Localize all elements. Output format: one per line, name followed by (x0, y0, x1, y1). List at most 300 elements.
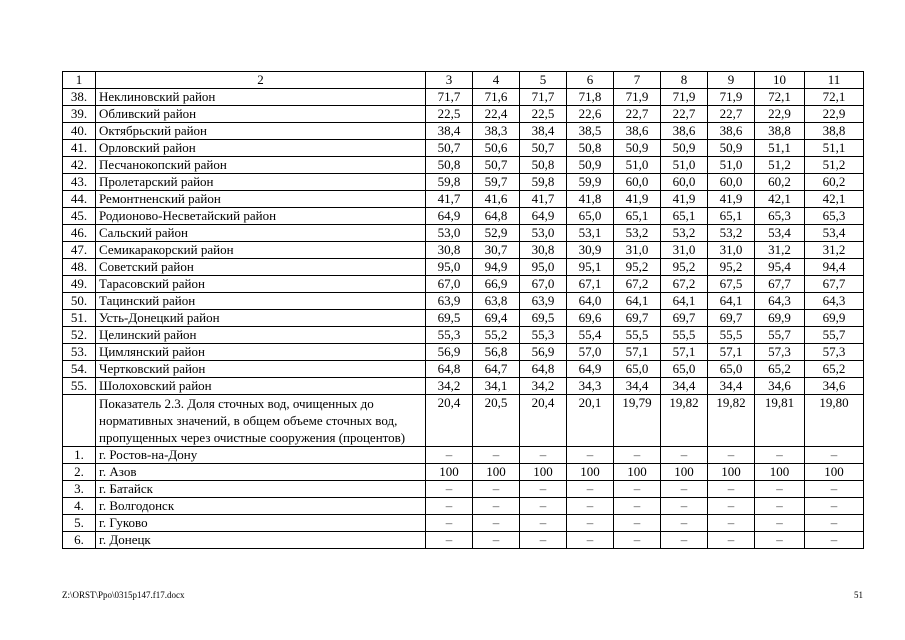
value-cell: – (567, 515, 614, 532)
value-cell: 64,9 (426, 208, 473, 225)
row-name: Орловский район (96, 140, 426, 157)
value-cell: 20,5 (473, 395, 520, 447)
table-row (63, 123, 864, 140)
row-name: Тацинский район (96, 293, 426, 310)
value-cell: 38,4 (520, 123, 567, 140)
row-name: Показатель 2.3. Доля сточных вод, очищенных до нормативных значений, в общем объеме сточных вод, пропущенных через очистные сооружения (процентов) (96, 395, 426, 447)
value-cell: 65,0 (708, 361, 755, 378)
value-cell: – (755, 447, 805, 464)
value-cell: 67,2 (661, 276, 708, 293)
value-cell: 53,4 (805, 225, 864, 242)
value-cell: – (805, 481, 864, 498)
value-cell: 95,2 (661, 259, 708, 276)
value-cell: 71,8 (567, 89, 614, 106)
row-number: 52. (63, 327, 96, 344)
table-row (63, 310, 864, 327)
value-cell: – (520, 498, 567, 515)
header-cell: 1 (63, 72, 96, 89)
value-cell: – (567, 447, 614, 464)
value-cell: 51,0 (708, 157, 755, 174)
row-name: г. Ростов-на-Дону (96, 447, 426, 464)
row-number: 39. (63, 106, 96, 123)
header-cell: 8 (661, 72, 708, 89)
value-cell: 71,6 (473, 89, 520, 106)
table-row (63, 464, 864, 481)
value-cell: 59,8 (520, 174, 567, 191)
table-row (63, 89, 864, 106)
value-cell: 69,7 (708, 310, 755, 327)
value-cell: 69,9 (805, 310, 864, 327)
row-name: Усть-Донецкий район (96, 310, 426, 327)
row-number: 4. (63, 498, 96, 515)
value-cell: 64,1 (614, 293, 661, 310)
value-cell: 31,0 (708, 242, 755, 259)
value-cell: 42,1 (805, 191, 864, 208)
value-cell: – (661, 532, 708, 549)
row-number: 42. (63, 157, 96, 174)
value-cell: 51,0 (661, 157, 708, 174)
value-cell: – (661, 515, 708, 532)
table-row (63, 361, 864, 378)
value-cell: 51,2 (805, 157, 864, 174)
value-cell: 71,7 (426, 89, 473, 106)
value-cell: 22,7 (661, 106, 708, 123)
value-cell: 31,0 (614, 242, 661, 259)
row-name: Октябрьский район (96, 123, 426, 140)
row-name: Советский район (96, 259, 426, 276)
value-cell: 65,0 (614, 361, 661, 378)
value-cell: – (567, 532, 614, 549)
table-row (63, 225, 864, 242)
value-cell: 20,4 (426, 395, 473, 447)
row-number: 1. (63, 447, 96, 464)
footer-file-path: Z:\ORST\Ppo\0315p147.f17.docx (62, 590, 185, 600)
value-cell: 34,4 (708, 378, 755, 395)
value-cell: – (520, 532, 567, 549)
row-name: Чертковский район (96, 361, 426, 378)
header-cell: 4 (473, 72, 520, 89)
value-cell: 19,79 (614, 395, 661, 447)
value-cell: 34,6 (805, 378, 864, 395)
value-cell: 50,8 (520, 157, 567, 174)
table-row (63, 447, 864, 464)
value-cell: 53,2 (614, 225, 661, 242)
value-cell: 95,4 (755, 259, 805, 276)
value-cell: 22,7 (708, 106, 755, 123)
value-cell: 100 (708, 464, 755, 481)
value-cell: 50,7 (426, 140, 473, 157)
value-cell: 66,9 (473, 276, 520, 293)
value-cell: – (426, 532, 473, 549)
table-row (63, 191, 864, 208)
row-name: Целинский район (96, 327, 426, 344)
value-cell: 64,9 (567, 361, 614, 378)
value-cell: 69,5 (520, 310, 567, 327)
table-row (63, 378, 864, 395)
value-cell: – (708, 447, 755, 464)
value-cell: 72,1 (755, 89, 805, 106)
value-cell: 57,3 (755, 344, 805, 361)
header-cell: 11 (805, 72, 864, 89)
row-number: 50. (63, 293, 96, 310)
table-row (63, 327, 864, 344)
row-name: Тарасовский район (96, 276, 426, 293)
value-cell: 60,0 (661, 174, 708, 191)
row-name: г. Донецк (96, 532, 426, 549)
value-cell: 34,2 (426, 378, 473, 395)
value-cell: 65,1 (661, 208, 708, 225)
value-cell: 65,3 (755, 208, 805, 225)
value-cell: – (614, 498, 661, 515)
row-number: 47. (63, 242, 96, 259)
value-cell: 100 (805, 464, 864, 481)
value-cell: 51,0 (614, 157, 661, 174)
value-cell: 57,0 (567, 344, 614, 361)
value-cell: 60,0 (708, 174, 755, 191)
value-cell: 71,7 (520, 89, 567, 106)
value-cell: 31,2 (755, 242, 805, 259)
value-cell: 55,3 (426, 327, 473, 344)
value-cell: – (805, 447, 864, 464)
value-cell: 55,3 (520, 327, 567, 344)
row-number: 54. (63, 361, 96, 378)
row-number: 48. (63, 259, 96, 276)
value-cell: 67,2 (614, 276, 661, 293)
value-cell: 22,5 (426, 106, 473, 123)
value-cell: 56,9 (520, 344, 567, 361)
value-cell: – (426, 515, 473, 532)
row-number: 5. (63, 515, 96, 532)
row-number: 2. (63, 464, 96, 481)
row-number (63, 395, 96, 447)
value-cell: 51,1 (805, 140, 864, 157)
data-table (62, 71, 864, 549)
value-cell: 34,4 (614, 378, 661, 395)
value-cell: – (708, 532, 755, 549)
value-cell: 56,8 (473, 344, 520, 361)
value-cell: 30,8 (520, 242, 567, 259)
value-cell: 69,9 (755, 310, 805, 327)
value-cell: 63,9 (520, 293, 567, 310)
value-cell: 31,0 (661, 242, 708, 259)
value-cell: 57,1 (614, 344, 661, 361)
value-cell: 63,8 (473, 293, 520, 310)
value-cell: 50,9 (567, 157, 614, 174)
value-cell: 100 (520, 464, 567, 481)
table-row (63, 140, 864, 157)
row-number: 6. (63, 532, 96, 549)
row-number: 41. (63, 140, 96, 157)
value-cell: 95,2 (614, 259, 661, 276)
value-cell: 50,7 (473, 157, 520, 174)
row-name: Песчанокопский район (96, 157, 426, 174)
value-cell: 50,9 (661, 140, 708, 157)
footer-page-number: 51 (854, 590, 863, 600)
value-cell: 19,82 (661, 395, 708, 447)
value-cell: 64,8 (473, 208, 520, 225)
value-cell: 69,4 (473, 310, 520, 327)
value-cell: 59,9 (567, 174, 614, 191)
value-cell: 30,8 (426, 242, 473, 259)
value-cell: 71,9 (661, 89, 708, 106)
value-cell: 22,4 (473, 106, 520, 123)
value-cell: – (614, 515, 661, 532)
value-cell: – (805, 532, 864, 549)
value-cell: – (755, 481, 805, 498)
header-cell: 10 (755, 72, 805, 89)
value-cell: 95,0 (426, 259, 473, 276)
table-row (63, 106, 864, 123)
value-cell: 59,7 (473, 174, 520, 191)
value-cell: 55,5 (708, 327, 755, 344)
value-cell: 41,9 (614, 191, 661, 208)
row-number: 45. (63, 208, 96, 225)
value-cell: 69,7 (661, 310, 708, 327)
value-cell: 50,8 (567, 140, 614, 157)
value-cell: – (614, 532, 661, 549)
value-cell: – (473, 532, 520, 549)
value-cell: 22,9 (755, 106, 805, 123)
value-cell: – (708, 498, 755, 515)
value-cell: – (520, 481, 567, 498)
value-cell: – (520, 515, 567, 532)
value-cell: 55,4 (567, 327, 614, 344)
value-cell: 20,1 (567, 395, 614, 447)
value-cell: 100 (426, 464, 473, 481)
value-cell: 30,7 (473, 242, 520, 259)
value-cell: 64,8 (426, 361, 473, 378)
header-cell: 2 (96, 72, 426, 89)
value-cell: 69,6 (567, 310, 614, 327)
value-cell: 65,1 (708, 208, 755, 225)
row-number: 51. (63, 310, 96, 327)
value-cell: 100 (755, 464, 805, 481)
value-cell: – (520, 447, 567, 464)
table-body (63, 72, 864, 549)
value-cell: – (473, 515, 520, 532)
value-cell: 60,2 (805, 174, 864, 191)
value-cell: – (614, 481, 661, 498)
row-name: г. Батайск (96, 481, 426, 498)
value-cell: 50,9 (614, 140, 661, 157)
value-cell: 64,9 (520, 208, 567, 225)
value-cell: 67,7 (805, 276, 864, 293)
table-row (63, 174, 864, 191)
row-name: Семикаракорский район (96, 242, 426, 259)
value-cell: – (805, 515, 864, 532)
value-cell: 67,0 (426, 276, 473, 293)
value-cell: 55,7 (805, 327, 864, 344)
value-cell: 67,5 (708, 276, 755, 293)
value-cell: 65,3 (805, 208, 864, 225)
row-number: 55. (63, 378, 96, 395)
value-cell: – (661, 447, 708, 464)
row-name: г. Азов (96, 464, 426, 481)
value-cell: – (614, 447, 661, 464)
value-cell: – (567, 481, 614, 498)
row-name: Неклиновский район (96, 89, 426, 106)
value-cell: 64,7 (473, 361, 520, 378)
value-cell: 31,2 (805, 242, 864, 259)
value-cell: 65,0 (567, 208, 614, 225)
table-row (63, 157, 864, 174)
value-cell: 20,4 (520, 395, 567, 447)
value-cell: 71,9 (708, 89, 755, 106)
value-cell: 22,6 (567, 106, 614, 123)
value-cell: 41,7 (426, 191, 473, 208)
row-number: 40. (63, 123, 96, 140)
value-cell: 57,1 (708, 344, 755, 361)
value-cell: 100 (567, 464, 614, 481)
value-cell: 38,6 (708, 123, 755, 140)
value-cell: – (473, 498, 520, 515)
value-cell: 72,1 (805, 89, 864, 106)
table-row (63, 208, 864, 225)
value-cell: 41,9 (661, 191, 708, 208)
value-cell: 53,2 (708, 225, 755, 242)
table-row (63, 515, 864, 532)
header-cell: 6 (567, 72, 614, 89)
value-cell: 51,2 (755, 157, 805, 174)
value-cell: 53,0 (520, 225, 567, 242)
row-name: Цимлянский район (96, 344, 426, 361)
value-cell: 38,4 (426, 123, 473, 140)
value-cell: 64,1 (661, 293, 708, 310)
value-cell: 22,7 (614, 106, 661, 123)
value-cell: – (661, 481, 708, 498)
row-number: 44. (63, 191, 96, 208)
value-cell: 50,8 (426, 157, 473, 174)
value-cell: – (755, 498, 805, 515)
value-cell: 53,1 (567, 225, 614, 242)
value-cell: 59,8 (426, 174, 473, 191)
header-cell: 7 (614, 72, 661, 89)
value-cell: – (755, 515, 805, 532)
value-cell: 38,6 (614, 123, 661, 140)
row-name: Пролетарский район (96, 174, 426, 191)
value-cell: 64,3 (755, 293, 805, 310)
value-cell: 57,3 (805, 344, 864, 361)
value-cell: – (708, 515, 755, 532)
value-cell: 19,82 (708, 395, 755, 447)
value-cell: 56,9 (426, 344, 473, 361)
value-cell: 95,1 (567, 259, 614, 276)
value-cell: 60,0 (614, 174, 661, 191)
value-cell: 67,0 (520, 276, 567, 293)
table-row (63, 481, 864, 498)
value-cell: 53,0 (426, 225, 473, 242)
value-cell: 65,0 (661, 361, 708, 378)
header-cell: 3 (426, 72, 473, 89)
value-cell: 50,9 (708, 140, 755, 157)
value-cell: 69,5 (426, 310, 473, 327)
value-cell: 57,1 (661, 344, 708, 361)
value-cell: 55,2 (473, 327, 520, 344)
row-name: Ремонтненский район (96, 191, 426, 208)
value-cell: 65,2 (805, 361, 864, 378)
value-cell: 38,5 (567, 123, 614, 140)
table-row (63, 276, 864, 293)
value-cell: 38,6 (661, 123, 708, 140)
value-cell: 34,1 (473, 378, 520, 395)
row-number: 3. (63, 481, 96, 498)
header-cell: 5 (520, 72, 567, 89)
row-name: Обливский район (96, 106, 426, 123)
value-cell: 67,7 (755, 276, 805, 293)
value-cell: 38,8 (755, 123, 805, 140)
row-name: Сальский район (96, 225, 426, 242)
row-number: 46. (63, 225, 96, 242)
value-cell: – (473, 481, 520, 498)
value-cell: 100 (614, 464, 661, 481)
row-number: 43. (63, 174, 96, 191)
value-cell: 71,9 (614, 89, 661, 106)
value-cell: 41,9 (708, 191, 755, 208)
value-cell: – (805, 498, 864, 515)
value-cell: 34,2 (520, 378, 567, 395)
value-cell: 30,9 (567, 242, 614, 259)
row-name: г. Гуково (96, 515, 426, 532)
value-cell: 63,9 (426, 293, 473, 310)
value-cell: – (473, 447, 520, 464)
value-cell: 34,6 (755, 378, 805, 395)
row-number: 53. (63, 344, 96, 361)
value-cell: – (426, 498, 473, 515)
table-row (63, 293, 864, 310)
value-cell: 42,1 (755, 191, 805, 208)
value-cell: 41,8 (567, 191, 614, 208)
value-cell: – (426, 447, 473, 464)
table-row (63, 259, 864, 276)
value-cell: 50,6 (473, 140, 520, 157)
value-cell: – (755, 532, 805, 549)
value-cell: – (708, 481, 755, 498)
value-cell: 50,7 (520, 140, 567, 157)
value-cell: 55,7 (755, 327, 805, 344)
value-cell: 22,9 (805, 106, 864, 123)
table-row (63, 532, 864, 549)
value-cell: 52,9 (473, 225, 520, 242)
header-cell: 9 (708, 72, 755, 89)
row-number: 38. (63, 89, 96, 106)
header-row (63, 72, 864, 89)
value-cell: 19,81 (755, 395, 805, 447)
value-cell: 38,8 (805, 123, 864, 140)
value-cell: – (567, 498, 614, 515)
table-row (63, 498, 864, 515)
row-name: Шолоховский район (96, 378, 426, 395)
value-cell: 64,1 (708, 293, 755, 310)
value-cell: 41,7 (520, 191, 567, 208)
value-cell: 95,0 (520, 259, 567, 276)
value-cell: 55,5 (661, 327, 708, 344)
value-cell: 64,0 (567, 293, 614, 310)
value-cell: 100 (661, 464, 708, 481)
value-cell: 95,2 (708, 259, 755, 276)
value-cell: 60,2 (755, 174, 805, 191)
value-cell: 19,80 (805, 395, 864, 447)
value-cell: 94,9 (473, 259, 520, 276)
value-cell: – (426, 481, 473, 498)
value-cell: 69,7 (614, 310, 661, 327)
value-cell: 65,1 (614, 208, 661, 225)
value-cell: 34,4 (661, 378, 708, 395)
value-cell: 100 (473, 464, 520, 481)
value-cell: 67,1 (567, 276, 614, 293)
value-cell: 38,3 (473, 123, 520, 140)
value-cell: 64,3 (805, 293, 864, 310)
value-cell: 51,1 (755, 140, 805, 157)
